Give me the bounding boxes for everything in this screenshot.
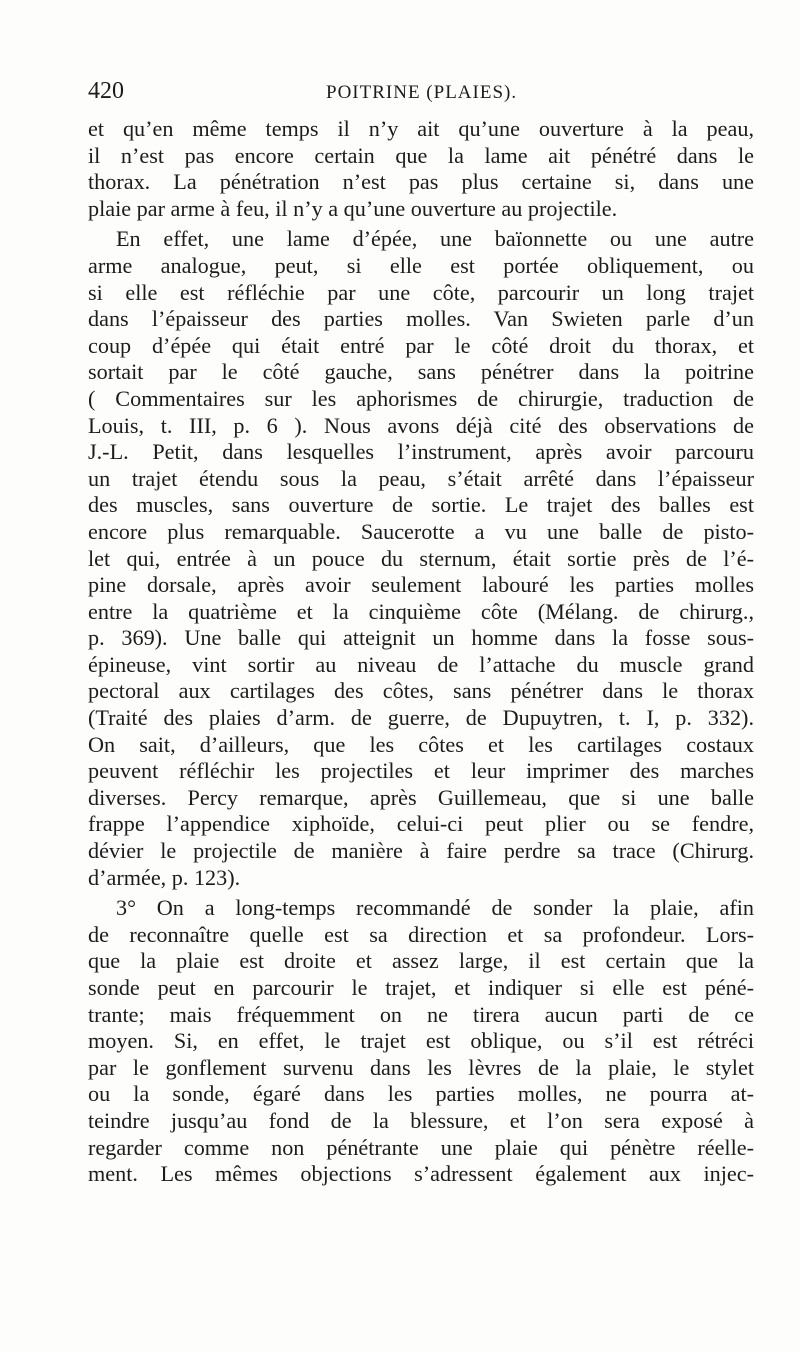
text-line: et qu’en même temps il n’y ait qu’une ouverture à la peau,: [88, 116, 754, 141]
text-line: par le gonflement survenu dans les lèvres de la plaie, le stylet: [88, 1054, 754, 1080]
text-line: pine dorsale, après avoir seulement labouré les parties molles: [88, 572, 754, 598]
text-line: Louis, t. III, p. 6 ). Nous avons déjà cité des observations de: [88, 412, 754, 438]
text-line: regarder comme non pénétrante une plaie qui pénètre réelle-: [88, 1134, 754, 1160]
text-line: dans l’épaisseur des parties molles. Van Swieten parle d’un: [88, 306, 754, 332]
page-number: 420: [88, 78, 124, 104]
text-line: entre la quatrième et la cinquième côte (Mélang. de chirurg.,: [88, 598, 754, 624]
text-line: p. 369). Une balle qui atteignit un homme dans la fosse sous-: [88, 625, 754, 651]
text-line: sortait par le côté gauche, sans pénétrer dans la poitrine: [88, 359, 754, 385]
paragraph: [88, 895, 754, 1188]
text-line: En effet, une lame d’épée, une baïonnette ou une autre: [116, 226, 754, 252]
text-line: encore plus remarquable. Saucerotte a vu une balle de pisto-: [88, 518, 754, 544]
page-header: [88, 78, 754, 108]
text-line: d’armée, p. 123).: [88, 864, 241, 890]
text-line: peuvent réfléchir les projectiles et leur imprimer des marches: [88, 758, 754, 784]
text-line: thorax. La pénétration n’est pas plus certaine si, dans une: [88, 169, 754, 195]
text-line: dévier le projectile de manière à faire perdre sa trace (Chirurg.: [88, 838, 754, 864]
text-line: ( Commentaires sur les aphorismes de chirurgie, traduction de: [88, 385, 754, 411]
text-line: frappe l’appendice xiphoïde, celui-ci peut plier ou se fendre,: [88, 811, 754, 837]
text-line: épineuse, vint sortir au niveau de l’attache du muscle grand: [88, 651, 754, 677]
paragraph: [88, 116, 754, 222]
text-line: de reconnaître quelle est sa direction et sa profondeur. Lors-: [88, 921, 754, 947]
text-line: 3° On a long-temps recommandé de sonder la plaie, afin: [116, 895, 754, 921]
text-line: coup d’épée qui était entré par le côté droit du thorax, et: [88, 332, 754, 358]
text-line: pectoral aux cartilages des côtes, sans pénétrer dans le thorax: [88, 678, 754, 704]
text-line: il n’est pas encore certain que la lame ait pénétré dans le: [88, 142, 754, 168]
text-line: moyen. Si, en effet, le trajet est oblique, ou s’il est rétréci: [88, 1028, 754, 1054]
text-line: arme analogue, peut, si elle est portée obliquement, ou: [88, 252, 754, 278]
text-line: si elle est réfléchie par une côte, parcourir un long trajet: [88, 279, 754, 305]
text-line: diverses. Percy remarque, après Guillemeau, que si une balle: [88, 784, 754, 810]
text-line: let qui, entrée à un pouce du sternum, était sortie près de l’é-: [88, 545, 754, 571]
text-line: (Traité des plaies d’arm. de guerre, de Dupuytren, t. I, p. 332).: [88, 705, 754, 731]
text-line: sonde peut en parcourir le trajet, et indiquer si elle est péné-: [88, 975, 754, 1000]
text-line: ment. Les mêmes objections s’adressent également aux injec-: [88, 1161, 754, 1187]
text-line: plaie par arme à feu, il n’y a qu’une ouverture au projectile.: [88, 195, 618, 221]
text-line: des muscles, sans ouverture de sortie. Le trajet des balles est: [88, 492, 754, 518]
text-line: J.-L. Petit, dans lesquelles l’instrument, après avoir parcouru: [88, 439, 754, 465]
text-line: On sait, d’ailleurs, que les côtes et les cartilages costaux: [88, 731, 754, 757]
text-line: teindre jusqu’au fond de la blessure, et l’on sera exposé à: [88, 1107, 754, 1133]
paragraph: [88, 226, 754, 891]
text-line: que la plaie est droite et assez large, il est certain que la: [88, 948, 754, 974]
text-line: trante; mais fréquemment on ne tirera aucun parti de ce: [88, 1001, 754, 1027]
text-line: ou la sonde, égaré dans les parties molles, ne pourra at-: [88, 1081, 754, 1107]
text-line: un trajet étendu sous la peau, s’était arrêté dans l’épaisseur: [88, 465, 754, 491]
running-head: POITRINE (PLAIES).: [326, 82, 518, 103]
body-text: [88, 116, 754, 1188]
